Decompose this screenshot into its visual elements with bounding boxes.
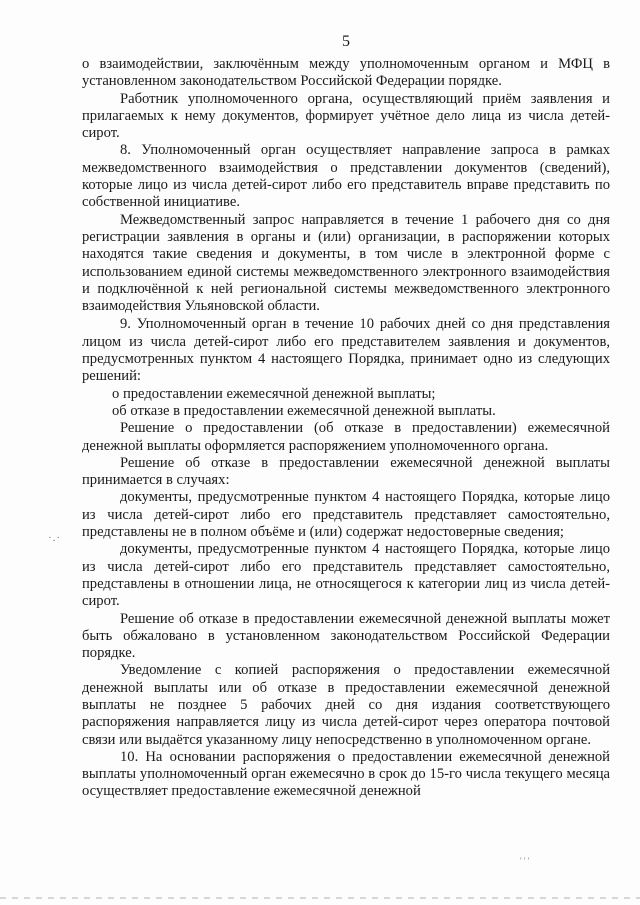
paragraph-appeal: Решение об отказе в предоставлении ежемесячной денежной выплаты может быть обжаловано в установленном законодательством Российской Федерации порядке. (82, 610, 610, 662)
decision-option-refuse: об отказе в предоставлении ежемесячной денежной выплаты. (112, 402, 496, 419)
paragraph-clause-10: 10. На основании распоряжения о предоставлении ежемесячной денежной выплаты уполномоченный орган ежемесячно в срок до 15-го числа текущего месяца осуществляет предоставление ежемесячной денежной (82, 748, 610, 800)
paragraph-notification: Уведомление с копией распоряжения о предоставлении ежемесячной денежной выплаты или об отказе в предоставлении ежемесячной денежной выплаты не позднее 5 рабочих дней со дня издания соответствующего распоряжения направляется лицу из числа детей-сирот через оператора почтовой связи или выдаётся указанному лицу непосредственно в уполномоченном органе. (82, 662, 610, 748)
paragraph-decision-form: Решение о предоставлении (об отказе в предоставлении) ежемесячной денежной выплаты оформляется распоряжением уполномоченного органа. (82, 420, 610, 454)
paragraph-clause-9: 9. Уполномоченный орган в течение 10 рабочих дней со дня представления лицом из числа детей-сирот либо его представителем заявления и документов, предусмотренных пунктом 4 настоящего Порядка, принимает одно из следующих решений: (82, 316, 610, 385)
refusal-case-wrong-person: документы, предусмотренные пунктом 4 настоящего Порядка, которые лицо из числа детей-сирот либо его представитель представляет самостоятельно, представлены в отношении лица, не относящегося к категории лиц из числа детей-сирот. (82, 541, 610, 610)
scan-corner-speck: ' ' ' (520, 856, 530, 866)
page-number: 5 (342, 33, 350, 50)
paragraph-continuation: о взаимодействии, заключённым между уполномоченным органом и МФЦ в установленном законодательством Российской Федерации порядке. (82, 56, 610, 90)
paragraph-refusal-cases: Решение об отказе в предоставлении ежемесячной денежной выплаты принимается в случаях: (82, 454, 610, 489)
paragraph-interagency-request: Межведомственный запрос направляется в течение 1 рабочего дня со дня регистрации заявления в органы и (или) организации, в распоряжении которых находятся такие сведения и документы, в том числе в электронной форме с использованием единой системы межведомственного электронного взаимодействия и подключённой к ней региональной системы межведомственного электронного взаимодействия Ульяновской области. (82, 211, 610, 315)
paragraph-clause-8: 8. Уполномоченный орган осуществляет направление запроса в рамках межведомственного взаимодействия о представлении документов (сведений), которые лицо из числа детей-сирот либо его представитель вправе представить по собственной инициативе. (82, 142, 610, 211)
scan-margin-speck: ·.· (48, 532, 62, 544)
document-body (82, 56, 610, 801)
paragraph-case-file: Работник уполномоченного органа, осуществляющий приём заявления и прилагаемых к нему документов, формирует учётное дело лица из числа детей-сирот. (82, 90, 610, 142)
decision-option-grant: о предоставлении ежемесячной денежной выплаты; (112, 385, 436, 402)
refusal-case-incomplete: документы, предусмотренные пунктом 4 настоящего Порядка, которые лицо из числа детей-сирот либо его представитель представляет самостоятельно, представлены не в полном объёме и (или) содержат недостоверные сведения; (82, 489, 610, 541)
scan-bottom-edge (0, 897, 640, 899)
